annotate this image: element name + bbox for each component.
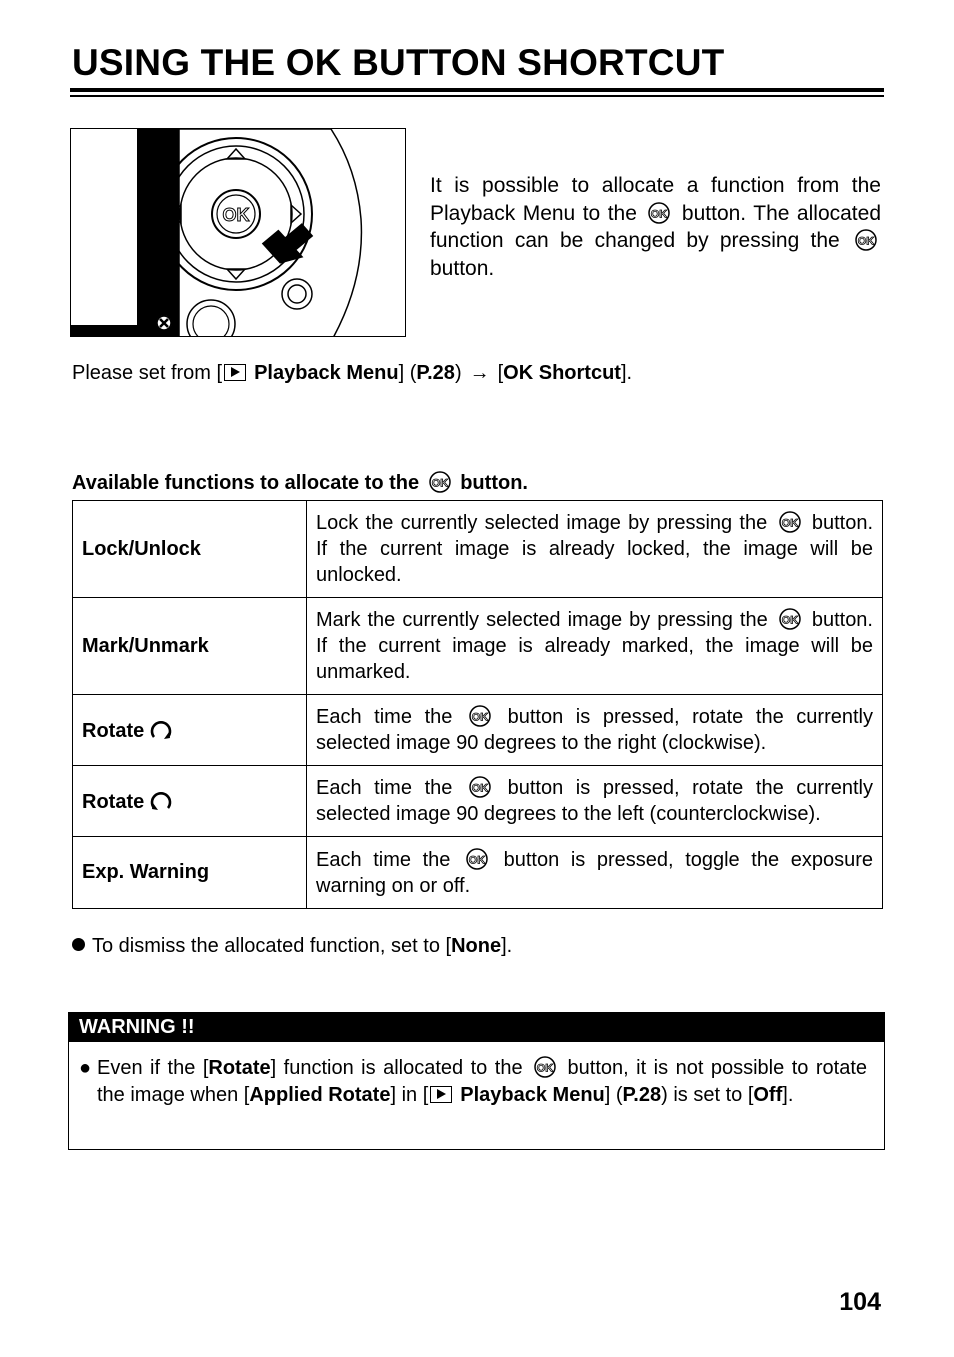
title-rule-thick — [70, 88, 884, 92]
svg-text:OK: OK — [651, 208, 668, 221]
intro-text-2: button. The allocated function can be changed by pressing the — [430, 201, 881, 253]
warning-header: WARNING !! — [69, 1013, 884, 1042]
intro-paragraph — [430, 172, 881, 283]
svg-text:OK: OK — [222, 205, 250, 225]
description-text: Lock the currently selected image by pressing the — [316, 512, 768, 534]
function-description — [307, 501, 883, 598]
svg-text:OK: OK — [431, 477, 448, 490]
warning-text-part: ] ( — [604, 1083, 623, 1106]
function-name: Rotate — [82, 791, 145, 813]
description-text: button is pressed, toggle the exposure warning on or off. — [316, 848, 873, 897]
ok-button-icon — [648, 202, 670, 224]
svg-text:OK: OK — [471, 711, 489, 724]
title-rule-thin — [70, 95, 884, 97]
table-row — [73, 598, 883, 695]
description-text: button is pressed, rotate the currently selected image 90 degrees to the left (counterclockwise). — [316, 777, 873, 825]
ok-button-icon — [469, 705, 491, 727]
menu-path — [72, 362, 632, 385]
playback-icon — [224, 364, 246, 381]
description-text: button. If the current image is already locked, the image will be unlocked. — [316, 512, 874, 586]
table-row — [73, 837, 883, 909]
note-value: None — [451, 935, 502, 957]
functions-heading-text-1: Available functions to allocate to the — [72, 472, 420, 494]
function-name: Mark/Unmark — [73, 598, 307, 695]
note-prefix: To dismiss the allocated function, set to [ — [92, 935, 452, 957]
page-title: USING THE OK BUTTON SHORTCUT — [72, 42, 725, 83]
menu-path-mid: ] ( — [398, 362, 417, 384]
menu-path-open: [ — [497, 362, 504, 384]
rotate-counterclockwise-icon — [148, 788, 174, 814]
camera-back-illustration — [71, 129, 406, 337]
svg-text:OK: OK — [468, 854, 486, 866]
menu-path-menu: Playback Menu — [254, 362, 399, 384]
functions-heading — [72, 471, 528, 495]
menu-path-close: ) — [454, 362, 462, 384]
function-name: Rotate — [82, 720, 145, 742]
ok-button-icon — [469, 776, 491, 798]
warning-bold: Rotate — [208, 1057, 271, 1079]
functions-table — [72, 500, 883, 909]
page-number: 104 — [839, 1288, 881, 1316]
note-suffix: ]. — [501, 935, 513, 957]
warning-bold: Off — [753, 1083, 783, 1106]
ok-button-icon — [779, 511, 801, 533]
menu-path-end: ]. — [620, 362, 633, 384]
playback-icon — [430, 1086, 452, 1103]
table-row — [73, 766, 883, 837]
description-text: Mark the currently selected image by pressing the — [316, 609, 768, 631]
ok-button-icon — [779, 608, 801, 630]
warning-text-part: ] function is allocated to the — [270, 1057, 523, 1079]
ok-button-icon — [534, 1056, 556, 1078]
warning-text-part: button, it is not possible to rotate the image when [ — [97, 1057, 868, 1106]
ok-button-icon — [466, 848, 488, 870]
ok-button-icon — [429, 471, 451, 493]
bullet-icon: ● — [79, 1057, 92, 1079]
ok-button-icon — [855, 229, 877, 251]
table-row — [73, 695, 883, 766]
warning-text-part: Even if the [ — [97, 1057, 209, 1079]
warning-text — [79, 1055, 867, 1108]
description-text: Each time the — [316, 777, 453, 799]
bullet-icon — [72, 938, 85, 951]
function-name-cell — [73, 695, 307, 766]
svg-text:OK: OK — [781, 517, 798, 530]
warning-text-part: ]. — [782, 1083, 794, 1106]
camera-ok-button-illustration — [70, 128, 406, 337]
intro-text-3: button. — [430, 257, 495, 281]
svg-text:OK: OK — [471, 782, 489, 795]
description-text: Each time the — [316, 848, 451, 871]
svg-text:OK: OK — [781, 614, 799, 627]
svg-text:OK: OK — [857, 235, 875, 248]
function-name: Exp. Warning — [73, 837, 307, 909]
description-text: button. If the current image is already marked, the image will be unmarked. — [316, 609, 873, 683]
function-description — [307, 766, 883, 837]
svg-text:OK: OK — [536, 1062, 554, 1075]
rotate-clockwise-icon — [148, 717, 174, 743]
warning-text-part: ) is set to [ — [661, 1083, 754, 1106]
warning-bold: Playback Menu — [460, 1083, 605, 1106]
function-name-cell — [73, 766, 307, 837]
function-description — [307, 598, 883, 695]
warning-bold: Applied Rotate — [249, 1083, 391, 1106]
function-description — [307, 837, 883, 909]
function-name: Lock/Unlock — [73, 501, 307, 598]
description-text: button is pressed, rotate the currently selected image 90 degrees to the right (clockwise). — [316, 706, 873, 754]
table-row — [73, 501, 883, 598]
menu-path-prefix: Please set from [ — [72, 362, 223, 384]
functions-heading-text-2: button. — [460, 472, 528, 494]
dismiss-note — [72, 935, 512, 958]
warning-paragraph — [97, 1055, 867, 1108]
menu-path-ref: P.28 — [416, 362, 455, 384]
right-arrow-icon: → — [469, 362, 490, 384]
warning-box — [68, 1012, 885, 1150]
warning-bold: P.28 — [622, 1083, 662, 1106]
warning-text-part: ] in [ — [390, 1083, 429, 1106]
intro-text-1: It is possible to allocate a function from the Playback Menu to the — [430, 174, 881, 225]
description-text: Each time the — [316, 706, 453, 728]
menu-path-target: OK Shortcut — [503, 362, 621, 384]
function-description — [307, 695, 883, 766]
